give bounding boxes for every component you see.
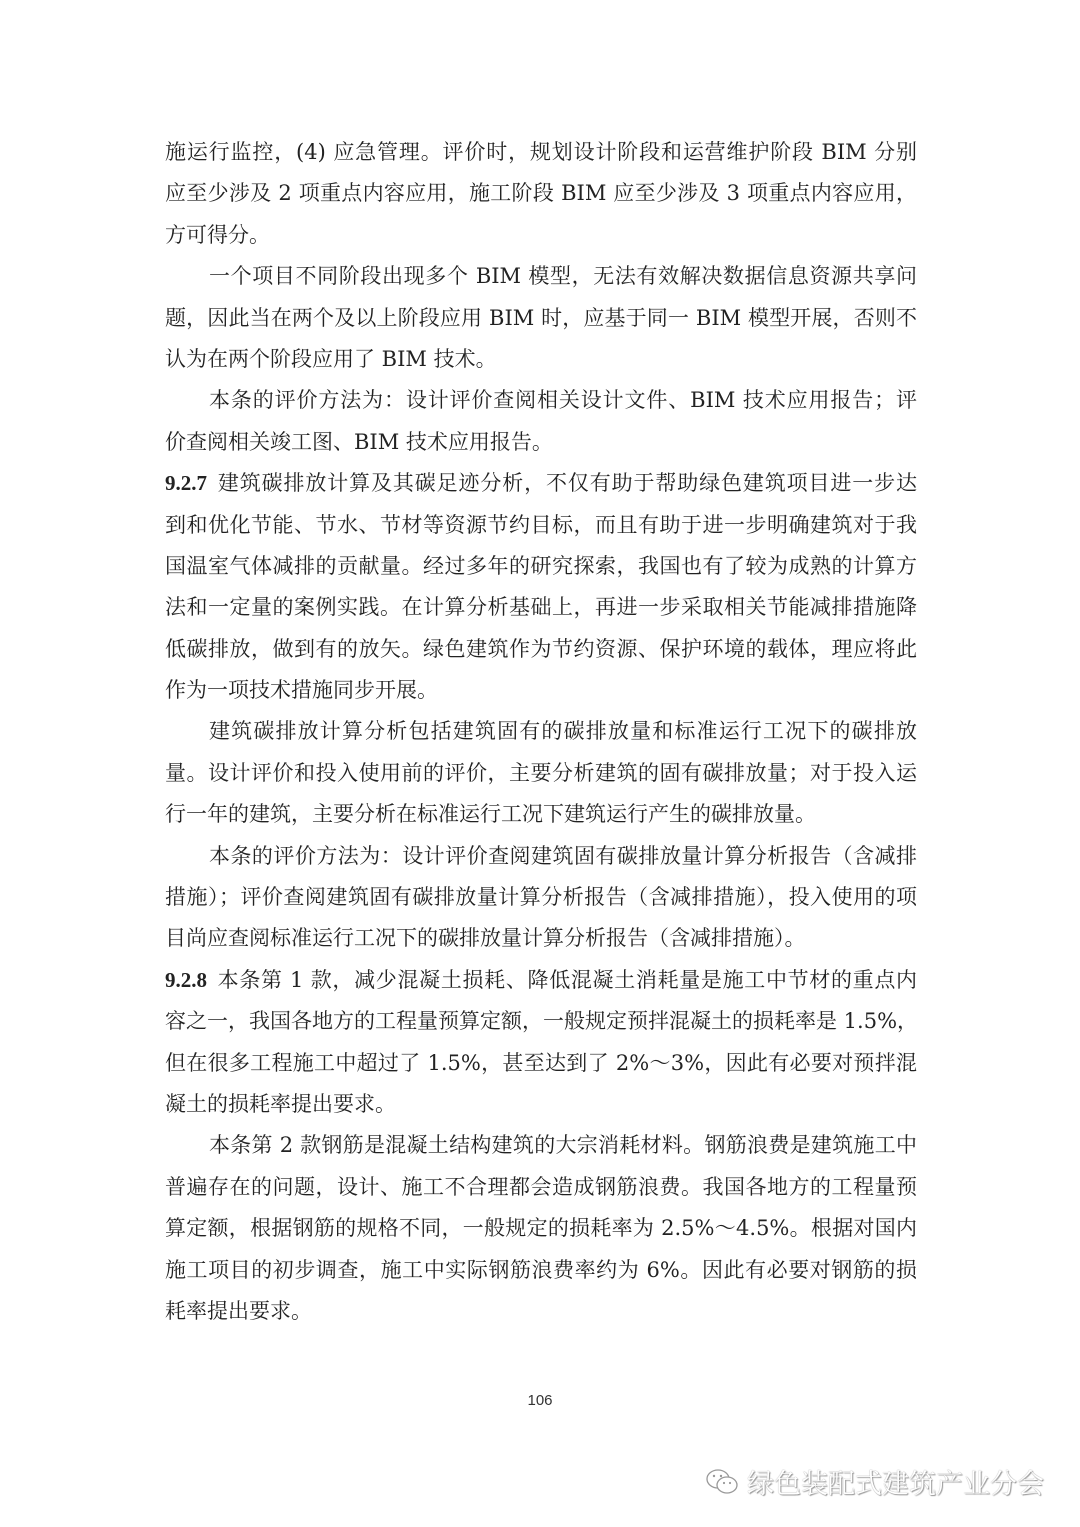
line-text: 量。设计评价和投入使用前的评价，主要分析建筑的固有碳排放量；对于投入运	[165, 760, 917, 785]
line-text: 但在很多工程施工中超过了 1.5%，甚至达到了 2%～3%，因此有必要对预拌混	[165, 1050, 917, 1075]
line-text: 施工项目的初步调查，施工中实际钢筋浪费率约为 6%。因此有必要对钢筋的损	[165, 1257, 917, 1282]
text-line	[165, 380, 917, 421]
section-9-2-8	[165, 960, 917, 1126]
page-number: 106	[527, 1392, 553, 1409]
line-text: 本条第 2 款钢筋是混凝土结构建筑的大宗消耗材料。钢筋浪费是建筑施工中	[209, 1133, 917, 1158]
text-line	[165, 1043, 917, 1084]
text-line	[165, 1208, 917, 1249]
line-text: 算定额，根据钢筋的规格不同，一般规定的损耗率为 2.5%～4.5%。根据对国内	[165, 1216, 917, 1241]
watermark-text: 绿色装配式建筑产业分会	[747, 1469, 1044, 1500]
line-text: 国温室气体减排的贡献量。经过多年的研究探索，我国也有了较为成熟的计算方	[165, 553, 917, 578]
line-text: 作为一项技术措施同步开展。	[165, 678, 438, 703]
paragraph	[165, 380, 917, 463]
line-text: 建筑碳排放计算分析包括建筑固有的碳排放量和标准运行工况下的碳排放	[209, 719, 917, 744]
line-text: 本条第 1 款，减少混凝土损耗、降低混凝土消耗量是施工中节材的重点内	[217, 967, 917, 992]
wechat-icon	[705, 1468, 739, 1496]
text-line	[165, 422, 917, 463]
line-text: 建筑碳排放计算及其碳足迹分析，不仅有助于帮助绿色建筑项目进一步达	[217, 471, 917, 496]
text-line	[165, 877, 917, 918]
line-text: 本条的评价方法为：设计评价查阅建筑固有碳排放量计算分析报告（含减排	[209, 843, 917, 868]
paragraph	[165, 711, 917, 835]
line-text: 低碳排放，做到有的放矢。绿色建筑作为节约资源、保护环境的载体，理应将此	[165, 636, 917, 661]
text-line	[165, 132, 917, 173]
section-9-2-7	[165, 463, 917, 711]
text-line	[165, 173, 917, 214]
text-line	[165, 339, 917, 380]
line-text: 目尚应查阅标准运行工况下的碳排放量计算分析报告（含减排措施）。	[165, 926, 806, 951]
text-line	[165, 463, 917, 504]
line-text: 本条的评价方法为：设计评价查阅相关设计文件、BIM 技术应用报告；评	[209, 388, 917, 413]
line-text: 凝土的损耗率提出要求。	[165, 1091, 396, 1116]
paragraph	[165, 836, 917, 960]
line-text: 到和优化节能、节水、节材等资源节约目标，而且有助于进一步明确建筑对于我	[165, 512, 917, 537]
text-line	[165, 546, 917, 587]
text-line	[165, 587, 917, 628]
line-text: 措施）；评价查阅建筑固有碳排放量计算分析报告（含减排措施），投入使用的项	[165, 885, 917, 910]
text-line	[165, 1250, 917, 1291]
text-line	[165, 670, 917, 711]
watermark	[705, 1462, 1044, 1501]
text-line	[165, 836, 917, 877]
paragraph	[165, 256, 917, 380]
line-text: 施运行监控，(4) 应急管理。评价时，规划设计阶段和运营维护阶段 BIM 分别	[165, 140, 917, 164]
text-line	[165, 256, 917, 297]
line-text: 题，因此当在两个及以上阶段应用 BIM 时，应基于同一 BIM 模型开展，否则不	[165, 305, 917, 330]
text-line	[165, 1001, 917, 1042]
text-line	[165, 505, 917, 546]
line-text: 普遍存在的问题，设计、施工不合理都会造成钢筋浪费。我国各地方的工程量预	[165, 1174, 917, 1199]
paragraph	[165, 1125, 917, 1332]
text-line	[165, 215, 917, 256]
document-body	[165, 132, 917, 1332]
line-text: 容之一，我国各地方的工程量预算定额，一般规定预拌混凝土的损耗率是 1.5%，	[165, 1009, 919, 1034]
text-line	[165, 298, 917, 339]
text-line	[165, 794, 917, 835]
text-line	[165, 918, 917, 959]
line-text: 方可得分。	[165, 222, 270, 247]
text-line	[165, 753, 917, 794]
line-text: 应至少涉及 2 项重点内容应用，施工阶段 BIM 应至少涉及 3 项重点内容应用，	[165, 181, 917, 206]
text-line	[165, 960, 917, 1001]
text-line	[165, 1084, 917, 1125]
text-line	[165, 629, 917, 670]
text-line	[165, 711, 917, 752]
line-text: 耗率提出要求。	[165, 1298, 312, 1323]
line-text: 法和一定量的案例实践。在计算分析基础上，再进一步采取相关节能减排措施降	[165, 595, 917, 620]
line-text: 认为在两个阶段应用了 BIM 技术。	[165, 346, 497, 371]
line-text: 价查阅相关竣工图、BIM 技术应用报告。	[165, 429, 553, 454]
paragraph	[165, 132, 917, 256]
text-line	[165, 1125, 917, 1166]
section-number: 9.2.7	[165, 471, 207, 496]
section-number: 9.2.8	[165, 967, 207, 992]
text-line	[165, 1291, 917, 1332]
text-line	[165, 1167, 917, 1208]
line-text: 一个项目不同阶段出现多个 BIM 模型，无法有效解决数据信息资源共享问	[209, 264, 917, 289]
line-text: 行一年的建筑，主要分析在标准运行工况下建筑运行产生的碳排放量。	[165, 802, 816, 827]
